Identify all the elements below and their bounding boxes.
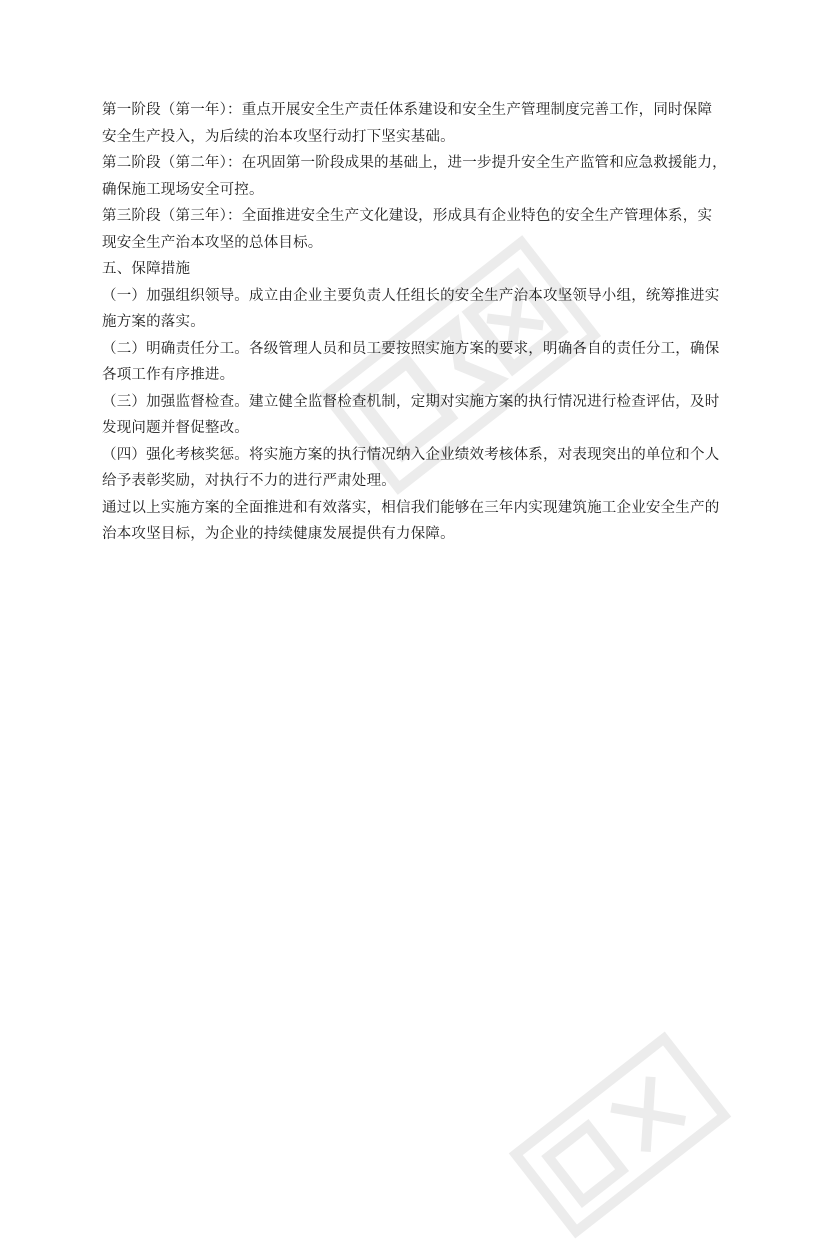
text-line: 第一阶段（第一年）：重点开展安全生产责任体系建设和安全生产管理制度完善工作，同时保障: [102, 102, 713, 118]
text-line: 第三阶段（第三年）：全面推进安全生产文化建设，形成具有企业特色的安全生产管理体系，实: [102, 208, 713, 224]
text-line: 给予表彰奖励，对执行不力的进行严肃处理。: [102, 473, 396, 489]
text-line: （二）明确责任分工。各级管理人员和员工要按照实施方案的要求，明确各自的责任分工，确保: [102, 340, 720, 357]
text-line: 通过以上实施方案的全面推进和有效落实，相信我们能够在三年内实现建筑施工企业安全生产的: [102, 499, 720, 516]
text-line: 各项工作有序推进。: [102, 367, 235, 383]
text-line: 现安全生产治本攻坚的总体目标。: [102, 234, 323, 251]
text-line: 第二阶段（第二年）：在巩固第一阶段成果的基础上，进一步提升安全生产监管和应急救援能力，: [102, 155, 727, 171]
document-body: [102, 97, 762, 548]
text-line: （一）加强组织领导。成立由企业主要负责人任组长的安全生产治本攻坚领导小组，统筹推进实: [102, 287, 720, 304]
watermark-logo-icon-bottom: [507, 1030, 732, 1240]
text-line: （三）加强监督检查。建立健全监督检查机制，定期对实施方案的执行情况进行检查评估，及时: [102, 393, 720, 410]
text-line: （四）强化考核奖惩。将实施方案的执行情况纳入企业绩效考核体系，对表现突出的单位和个人: [102, 446, 720, 463]
section-heading: 五、保障措施: [102, 261, 191, 277]
text-line: 发现问题并督促整改。: [102, 420, 249, 436]
text-line: 安全生产投入，为后续的治本攻坚行动打下坚实基础。: [102, 128, 455, 145]
text-line: 治本攻坚目标，为企业的持续健康发展提供有力保障。: [102, 526, 455, 542]
text-line: 施方案的落实。: [102, 314, 205, 330]
text-line: 确保施工现场安全可控。: [102, 181, 264, 198]
